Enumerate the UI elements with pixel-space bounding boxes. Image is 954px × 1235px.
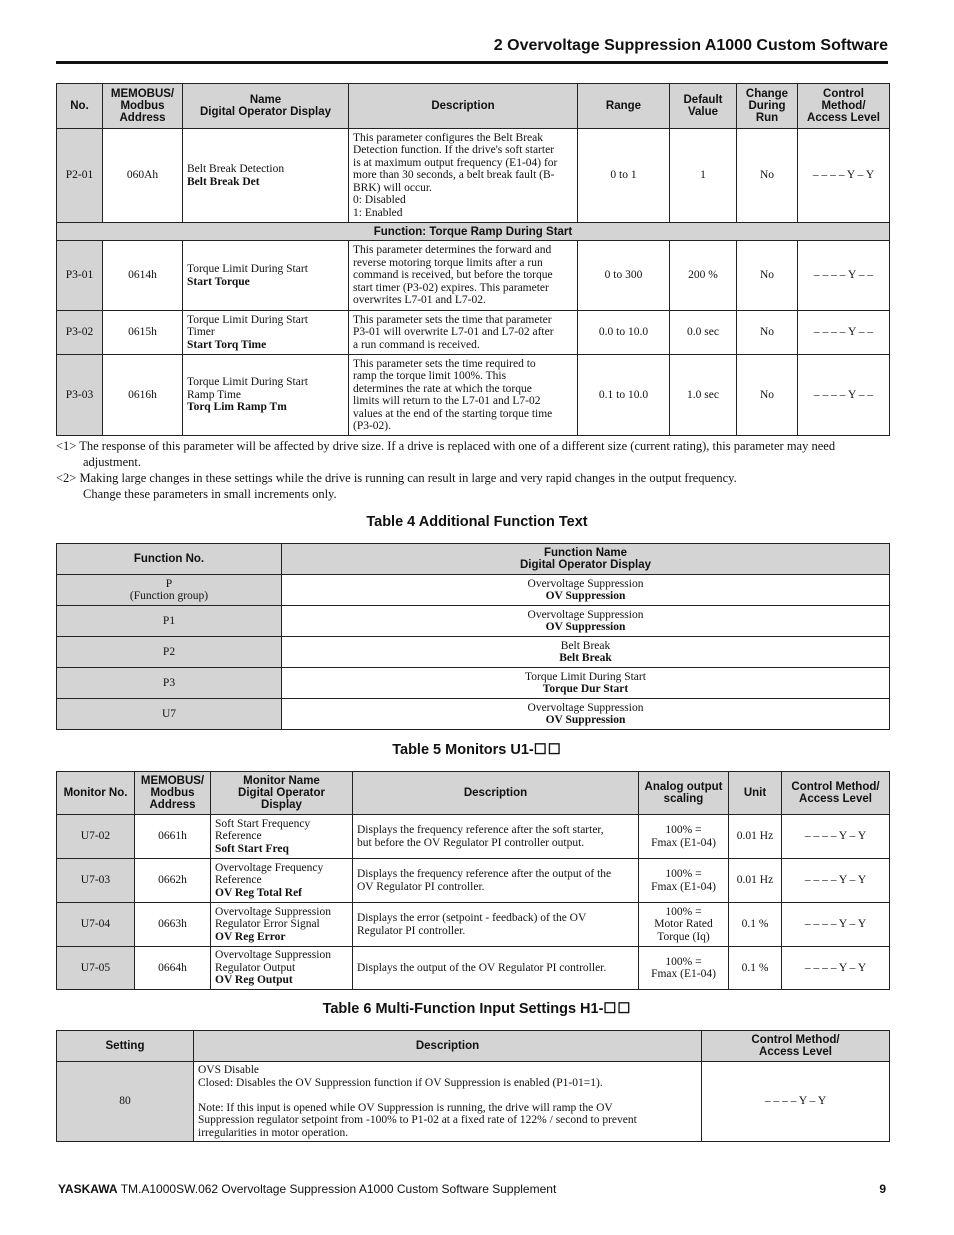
monitor-description: Displays the output of the OV Regulator PI controller. [353,947,639,990]
page-header [56,36,888,64]
param-no: P3-02 [57,311,103,355]
col-scaling: Analog output scaling [639,772,729,815]
monitor-unit: 0.1 % [729,947,782,990]
col-description: Description [353,772,639,815]
param-description: This parameter configures the Belt Break Detection function. If the drive's soft starter is at maximum output frequency (E1-04) for more than 30 seconds, a belt break fault (B- BRK) will occur. 0: Disabled 1: Enabled [349,129,578,223]
table-row [57,699,890,730]
param-no: P3-03 [57,355,103,436]
setting-description: OVS Disable Closed: Disables the OV Suppression function if OV Suppression is enabled (P1-01=1). Note: If this input is opened while OV Suppression is running, the drive will ramp the OV Suppression regulator setpoint from -100% to P1-02 at a fixed rate of 122% / second to prevent irregularities in motor operation. [194,1062,702,1142]
page-footer [58,1182,886,1196]
function-name: Overvoltage Suppression OV Suppression [282,606,890,637]
col-function-name: Function Name Digital Operator Display [282,544,890,575]
placeholder-boxes-icon: ☐☐ [603,1001,632,1017]
col-setting: Setting [57,1031,194,1062]
col-memobus: MEMOBUS/ Modbus Address [135,772,211,815]
table4-caption: Table 4 Additional Function Text [366,514,588,530]
monitor-name: Overvoltage Suppression Regulator Error Signal OV Reg Error [211,903,353,947]
function-header: Function: Torque Ramp During Start [57,223,890,241]
param-name: Torque Limit During Start Start Torque [183,241,349,311]
setting-value: 80 [57,1062,194,1142]
param-description: This parameter sets the time required to ramp the torque limit 100%. This determines the rate at which the torque limits will return to the L7-01 and L7-02 values at the end of the starting torque time (P3-02). [349,355,578,436]
col-control: Control Method/ Access Level [798,84,890,129]
footnotes [56,438,896,502]
table-row [57,606,890,637]
param-access: – – – – Y – – [798,311,890,355]
param-access: – – – – Y – – [798,355,890,436]
note-2-cont: Change these parameters in small increments only. [83,487,337,501]
table6-caption: Table 6 Multi-Function Input Settings H1-☐☐ [322,1001,632,1017]
monitor-scaling: 100% = Fmax (E1-04) [639,815,729,859]
col-unit: Unit [729,772,782,815]
param-no: P3-01 [57,241,103,311]
monitor-no: U7-03 [57,859,135,903]
table-row [57,311,890,355]
function-name: Overvoltage Suppression OV Suppression [282,699,890,730]
col-function-no: Function No. [57,544,282,575]
function-no: P3 [57,668,282,699]
note-1: <1> The response of this parameter will be affected by drive size. If a drive is replaced with one of a different size (current rating), this parameter may need [56,439,836,453]
document-title: TM.A1000SW.062 Overvoltage Suppression A1000 Custom Software Supplement [120,1182,557,1196]
monitor-scaling: 100% = Motor Rated Torque (Iq) [639,903,729,947]
param-access: – – – – Y – Y [798,129,890,223]
monitor-address: 0661h [135,815,211,859]
monitor-address: 0662h [135,859,211,903]
table-row [57,1062,890,1142]
monitor-scaling: 100% = Fmax (E1-04) [639,947,729,990]
param-change: No [737,355,798,436]
monitor-name: Overvoltage Frequency Reference OV Reg Total Ref [211,859,353,903]
param-default: 200 % [670,241,737,311]
param-default: 1 [670,129,737,223]
parameter-table [56,83,890,436]
table-row [57,355,890,436]
header-title: 2 Overvoltage Suppression A1000 Custom Software [493,37,888,54]
input-settings-table [56,1030,890,1142]
col-change: Change During Run [737,84,798,129]
monitor-access: – – – – Y – Y [782,815,890,859]
monitor-access: – – – – Y – Y [782,859,890,903]
monitor-description: Displays the error (setpoint - feedback) of the OV Regulator PI controller. [353,903,639,947]
monitor-no: U7-04 [57,903,135,947]
placeholder-boxes-icon: ☐☐ [533,742,562,758]
param-range: 0.1 to 10.0 [578,355,670,436]
param-change: No [737,129,798,223]
monitor-description: Displays the frequency reference after the soft starter, but before the OV Regulator PI controller output. [353,815,639,859]
function-no: P2 [57,637,282,668]
param-description: This parameter determines the forward and reverse motoring torque limits after a run command is received, but before the torque start timer (P3-02) expires. This parameter overwrites L7-01 and L7-02. [349,241,578,311]
monitor-unit: 0.1 % [729,903,782,947]
col-access: Control Method/ Access Level [782,772,890,815]
col-monitor-no: Monitor No. [57,772,135,815]
param-description: This parameter sets the time that parameter P3-01 will overwrite L7-01 and L7-02 after a run command is received. [349,311,578,355]
page-number: 9 [879,1182,886,1196]
param-name: Belt Break Detection Belt Break Det [183,129,349,223]
table-row [57,575,890,606]
function-no: P (Function group) [57,575,282,606]
param-default: 0.0 sec [670,311,737,355]
col-name: Name Digital Operator Display [183,84,349,129]
param-access: – – – – Y – – [798,241,890,311]
col-description: Description [194,1031,702,1062]
monitor-scaling: 100% = Fmax (E1-04) [639,859,729,903]
param-range: 0.0 to 10.0 [578,311,670,355]
function-name: Overvoltage Suppression OV Suppression [282,575,890,606]
param-name: Torque Limit During Start Ramp Time Torq Lim Ramp Tm [183,355,349,436]
param-name: Torque Limit During Start Timer Start Torq Time [183,311,349,355]
table-row [57,129,890,223]
monitor-unit: 0.01 Hz [729,815,782,859]
param-header-row [57,84,890,129]
param-range: 0 to 300 [578,241,670,311]
table-row [57,859,890,903]
note-2: <2> Making large changes in these settings while the drive is running can result in large and very rapid changes in the output frequency. [56,471,737,485]
function-text-table [56,543,890,730]
table-row [57,815,890,859]
col-access: Control Method/ Access Level [702,1031,890,1062]
col-default: Default Value [670,84,737,129]
monitor-unit: 0.01 Hz [729,859,782,903]
param-address: 0616h [103,355,183,436]
table-row [57,668,890,699]
function-header-row [57,223,890,241]
monitor-access: – – – – Y – Y [782,947,890,990]
monitors-table [56,771,890,990]
table4-header-row [57,544,890,575]
param-change: No [737,241,798,311]
col-no: No. [57,84,103,129]
monitor-no: U7-05 [57,947,135,990]
note-1-cont: adjustment. [83,455,141,469]
param-address: 0615h [103,311,183,355]
function-no: U7 [57,699,282,730]
param-address: 060Ah [103,129,183,223]
table-row [57,241,890,311]
monitor-name: Soft Start Frequency Reference Soft Start Freq [211,815,353,859]
table-row [57,637,890,668]
monitor-address: 0664h [135,947,211,990]
function-name: Belt Break Belt Break [282,637,890,668]
param-range: 0 to 1 [578,129,670,223]
param-change: No [737,311,798,355]
table6-header-row [57,1031,890,1062]
table-row [57,903,890,947]
monitor-access: – – – – Y – Y [782,903,890,947]
table5-header-row [57,772,890,815]
col-memobus: MEMOBUS/ Modbus Address [103,84,183,129]
param-no: P2-01 [57,129,103,223]
table-row [57,947,890,990]
param-address: 0614h [103,241,183,311]
setting-access: – – – – Y – Y [702,1062,890,1142]
function-no: P1 [57,606,282,637]
table5-caption: Table 5 Monitors U1-☐☐ [392,742,562,758]
monitor-address: 0663h [135,903,211,947]
monitor-name: Overvoltage Suppression Regulator Output OV Reg Output [211,947,353,990]
param-default: 1.0 sec [670,355,737,436]
col-description: Description [349,84,578,129]
brand-name: YASKAWA [58,1182,118,1196]
col-range: Range [578,84,670,129]
col-monitor-name: Monitor Name Digital Operator Display [211,772,353,815]
monitor-no: U7-02 [57,815,135,859]
monitor-description: Displays the frequency reference after the output of the OV Regulator PI controller. [353,859,639,903]
function-name: Torque Limit During Start Torque Dur Start [282,668,890,699]
